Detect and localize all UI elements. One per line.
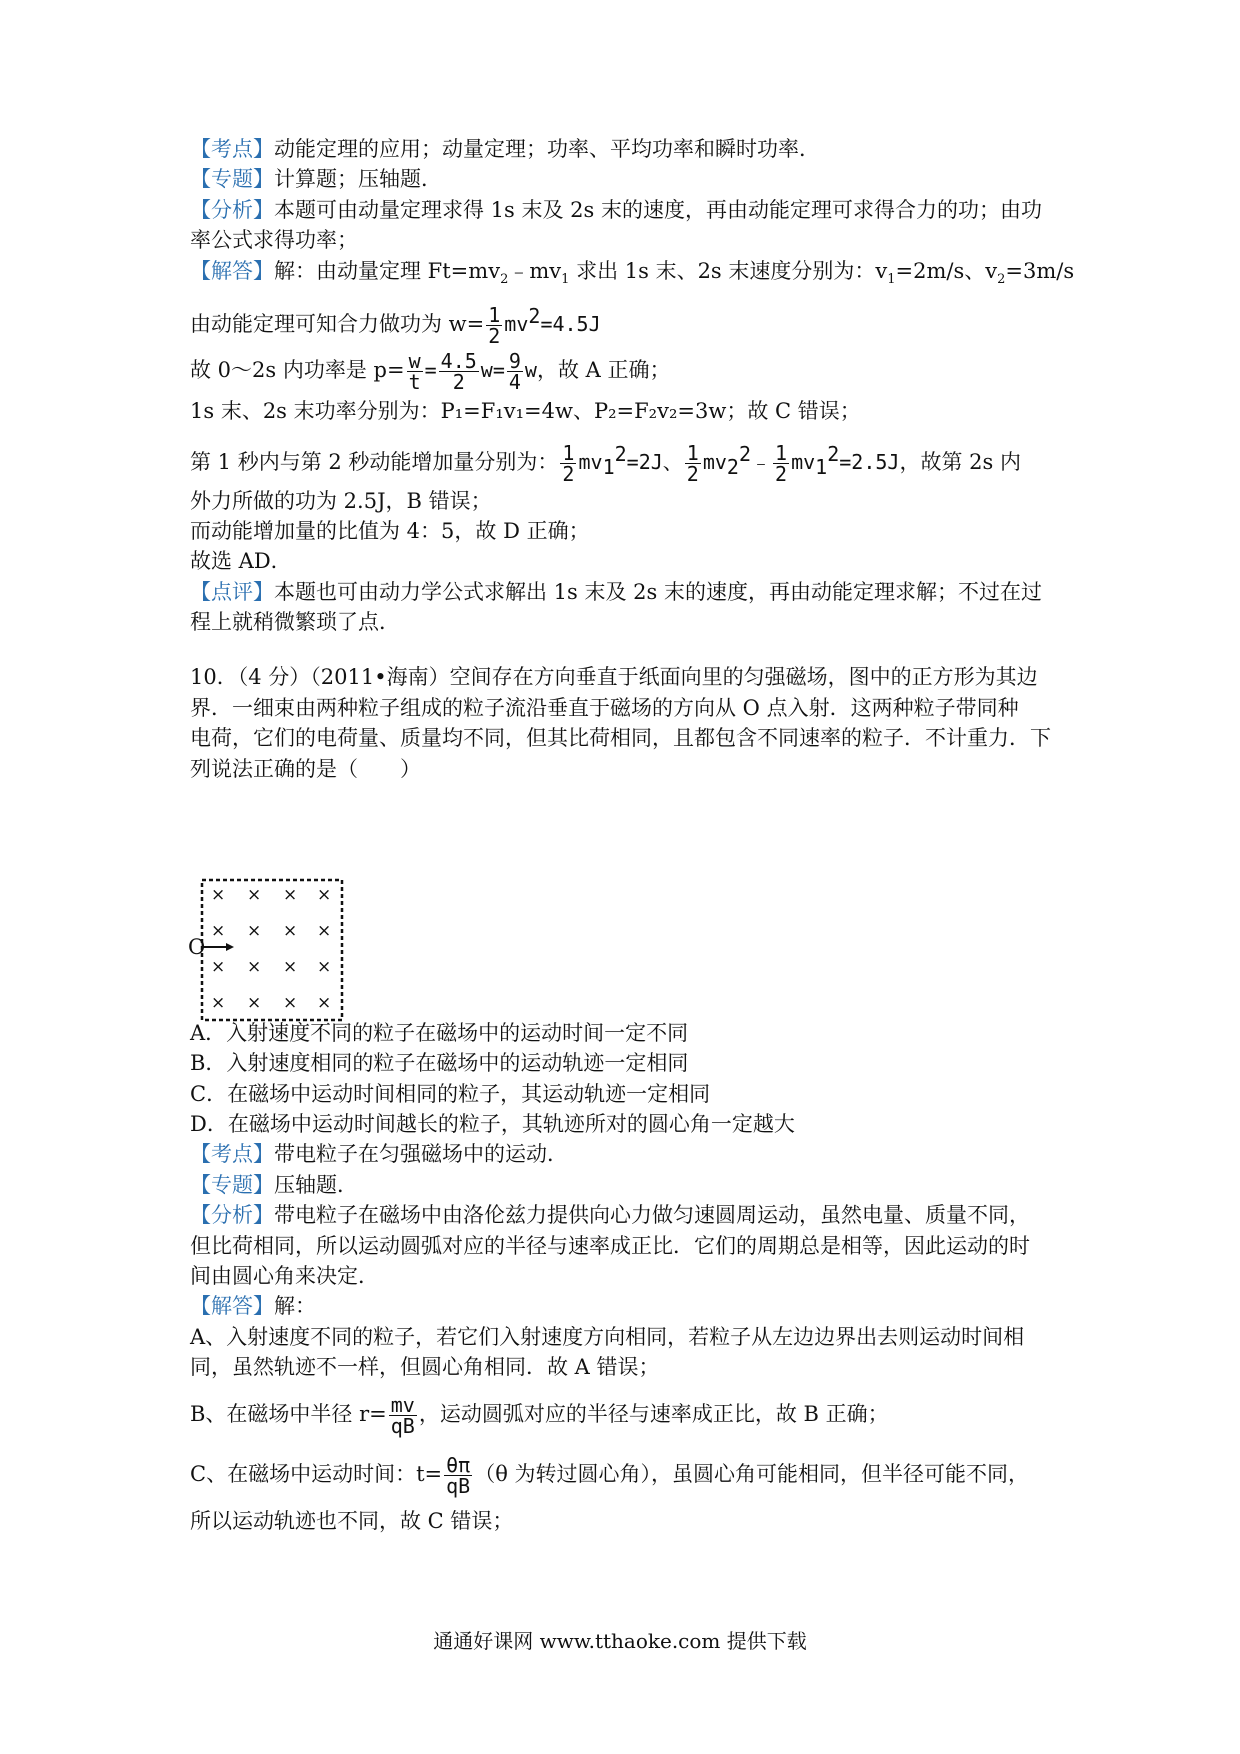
q9-jieda-text: =3m/s (1005, 259, 1075, 283)
field-mark: × (283, 993, 298, 1013)
q9-jieda-text: ﹣mv (508, 259, 562, 283)
formula-text: mv (504, 312, 529, 336)
q10-option-b (190, 1048, 1060, 1078)
formula-text: w (524, 358, 537, 382)
field-mark: × (211, 993, 226, 1013)
dianping-tag: 【点评】 (190, 580, 274, 604)
denominator: 2 (775, 462, 788, 486)
field-mark: × (283, 921, 298, 941)
fraction (560, 443, 576, 484)
subscript: 1 (602, 455, 615, 480)
q10-option-c (190, 1079, 1060, 1109)
option-a-text: A．入射速度不同的粒子在磁场中的运动时间一定不同 (190, 1021, 689, 1045)
formula-text: mv (702, 450, 727, 474)
q10-zhuanti-text: 压轴题． (274, 1173, 358, 1197)
q9-dianping-line-2 (190, 607, 1060, 637)
q9-inst-power-line (190, 396, 1060, 426)
superscript: 2 (738, 442, 752, 466)
subscript: 2 (726, 455, 739, 480)
numerator: 9 (508, 349, 521, 373)
option-d-text: D．在磁场中运动时间越长的粒子，其轨迹所对的圆心角一定越大 (190, 1112, 795, 1136)
fraction (439, 351, 479, 392)
q9-jieda-text: =2m/s、v (895, 259, 998, 283)
formula-text: w= (480, 358, 505, 382)
q10-kaodian-line (190, 1139, 1060, 1169)
q10-answer-c-2 (190, 1506, 1060, 1536)
stem-text: 列说法正确的是（ ） (190, 757, 421, 781)
superscript: 2 (827, 442, 840, 466)
q9-ratio-line (190, 516, 1060, 546)
q9-fenxi-line-1 (190, 195, 1060, 225)
q10-answer-c (190, 1452, 1060, 1496)
q10-fenxi-line-2 (190, 1231, 1060, 1261)
page-footer: 通通好课网 www.tthaoke.com 提供下载 (433, 1629, 807, 1653)
numerator: 1 (686, 441, 699, 465)
q9-work-line (190, 294, 1060, 346)
q10-zhuanti-line (190, 1170, 1060, 1200)
denominator: qB (390, 1414, 415, 1438)
q9-jieda-text: 解：由动量定理 Ft=mv (274, 259, 501, 283)
q9-kaodian-line (190, 134, 1060, 164)
q9-fenxi-text-1: 本题可由动量定理求得 1s 末及 2s 末的速度，再由动能定理可求得合力的功；由功 (274, 198, 1042, 222)
q10-answer-a-1 (190, 1322, 1060, 1352)
q10-fenxi-text: 间由圆心角来决定． (190, 1264, 379, 1288)
q10-kaodian-text: 带电粒子在匀强磁场中的运动． (274, 1142, 568, 1166)
inst-power-text: 1s 末、2s 末功率分别为：P₁=F₁v₁=4w、P₂=F₂v₂=3w；故 C 错误； (190, 399, 861, 423)
q10-stem-2 (190, 693, 1060, 723)
field-mark: × (211, 957, 226, 977)
subscript: 2 (997, 272, 1006, 288)
field-mark: × (247, 885, 262, 905)
formula-text: mv (791, 450, 816, 474)
q9-zhuanti-text: 计算题；压轴题． (274, 167, 442, 191)
q10-stem-4 (190, 754, 1060, 784)
q9-fenxi-line-2 (190, 225, 1060, 255)
stem-text: 电荷，它们的电荷量、质量均不同，但其比荷相同，且都包含不同速率的粒子．不计重力．下 (190, 726, 1051, 750)
denominator: 2 (488, 324, 501, 348)
subscript: 2 (500, 272, 509, 288)
field-mark: × (247, 957, 262, 977)
power-prefix: 故 0～2s 内功率是 p= (190, 358, 405, 382)
q9-zhuanti-line (190, 164, 1060, 194)
q9-kaodian-text: 动能定理的应用；动量定理；功率、平均功率和瞬时功率． (274, 137, 820, 161)
ke-prefix: 第 1 秒内与第 2 秒动能增加量分别为： (190, 450, 559, 474)
field-mark: × (283, 957, 298, 977)
q10-answer-a-2 (190, 1352, 1060, 1382)
ratio-text: 而动能增加量的比值为 4：5，故 D 正确； (190, 519, 590, 543)
answer-a-text: A、入射速度不同的粒子，若它们入射速度方向相同，若粒子从左边边界出去则运动时间相 (190, 1325, 1025, 1349)
q9-jieda-line-1 (190, 256, 1075, 295)
zhuanti-tag: 【专题】 (190, 1173, 274, 1197)
q10-stem-3 (190, 723, 1060, 753)
field-mark: × (317, 885, 332, 905)
jieda-tag: 【解答】 (190, 1294, 274, 1318)
formula-text: =2.5J (839, 450, 900, 474)
fraction (507, 351, 523, 392)
q10-stem-1 (190, 662, 1060, 692)
denominator: qB (446, 1474, 471, 1498)
fenxi-tag: 【分析】 (190, 198, 274, 222)
q10-fenxi-line-3 (190, 1261, 1060, 1291)
dianping-text-2: 程上就稍微繁琐了点． (190, 610, 400, 634)
numerator: w (408, 349, 421, 373)
subscript: 1 (561, 272, 570, 288)
kaodian-tag: 【考点】 (190, 1142, 274, 1166)
q9-fenxi-text-2: 率公式求得功率； (190, 228, 358, 252)
answer-c-text: 所以运动轨迹也不同，故 C 错误； (190, 1509, 514, 1533)
stem-text: 10．（4 分）（2011•海南）空间存在方向垂直于纸面向里的匀强磁场，图中的正方形为其边 (190, 665, 1038, 689)
ext-work-text: 外力所做的功为 2.5J，B 错误； (190, 489, 492, 513)
q10-option-a (190, 1018, 1060, 1048)
field-mark: × (247, 921, 262, 941)
denominator: 2 (686, 462, 699, 486)
superscript: 2 (614, 442, 627, 466)
q10-fenxi-text: 带电粒子在磁场中由洛伦兹力提供向心力做匀速圆周运动，虽然电量、质量不同， (274, 1203, 1030, 1227)
answer-c-prefix: C、在磁场中运动时间：t= (190, 1462, 443, 1486)
choose-text: 故选 AD． (190, 549, 292, 573)
numerator: 1 (488, 303, 501, 327)
q10-answer-b (190, 1392, 1060, 1436)
denominator: t (408, 370, 421, 394)
field-mark: × (283, 885, 298, 905)
subscript: 1 (815, 455, 828, 480)
answer-c-suffix: （θ 为转过圆心角），虽圆心角可能相同，但半径可能不同， (474, 1462, 1030, 1486)
field-mark: × (317, 993, 332, 1013)
fraction (389, 1395, 417, 1436)
answer-b-suffix: ，运动圆弧对应的半径与速率成正比，故 B 正确； (418, 1402, 889, 1426)
fraction (685, 443, 701, 484)
superscript: 2 (528, 304, 541, 328)
work-prefix: 由动能定理可知合力做功为 w= (190, 312, 485, 336)
option-c-text: C．在磁场中运动时间相同的粒子，其运动轨迹一定相同 (190, 1082, 711, 1106)
fraction (773, 443, 789, 484)
formula-text: mv (578, 450, 603, 474)
fraction (486, 305, 502, 346)
numerator: 1 (562, 441, 575, 465)
answer-a-text: 同，虽然轨迹不一样，但圆心角相同．故 A 错误； (190, 1355, 660, 1379)
stem-text: 界．一细束由两种粒子组成的粒子流沿垂直于磁场的方向从 O 点入射．这两种粒子带同种 (190, 696, 1019, 720)
q9-ext-work-line (190, 486, 1060, 516)
formula-text: =2J、 (626, 450, 683, 474)
denominator: 2 (452, 370, 465, 394)
dianping-text-1: 本题也可由动力学公式求解出 1s 末及 2s 末的速度，再由动能定理求解；不过在过 (274, 580, 1042, 604)
q9-choose-line (190, 546, 1060, 576)
fraction (407, 351, 423, 392)
power-suffix: ，故 A 正确； (536, 358, 671, 382)
fenxi-tag: 【分析】 (190, 1203, 274, 1227)
ke-suffix: ，故第 2s 内 (899, 450, 1021, 474)
denominator: 2 (562, 462, 575, 486)
formula-text: = (424, 358, 437, 382)
q9-power-line (190, 348, 1060, 392)
field-mark: × (247, 993, 262, 1013)
zhuanti-tag: 【专题】 (190, 167, 274, 191)
formula-text: ﹣ (751, 450, 772, 474)
subscript: 1 (887, 272, 896, 288)
field-mark: × (317, 921, 332, 941)
field-mark: × (211, 921, 226, 941)
incident-arrowhead (226, 943, 234, 951)
point-o-label: O (188, 935, 206, 959)
field-mark: × (211, 885, 226, 905)
q9-dianping-line-1 (190, 577, 1060, 607)
q9-ke-line (190, 432, 1060, 489)
kaodian-tag: 【考点】 (190, 137, 274, 161)
denominator: 4 (508, 370, 521, 394)
numerator: mv (390, 1393, 415, 1417)
answer-b-prefix: B、在磁场中半径 r= (190, 1402, 387, 1426)
field-mark: × (317, 957, 332, 977)
numerator: θπ (446, 1453, 471, 1477)
numerator: 4.5 (440, 349, 477, 373)
numerator: 1 (775, 441, 788, 465)
magnetic-field-figure (188, 876, 358, 1026)
fraction (444, 1455, 472, 1496)
q10-option-d (190, 1109, 1060, 1139)
option-b-text: B．入射速度相同的粒子在磁场中的运动轨迹一定相同 (190, 1051, 689, 1075)
jieda-tag: 【解答】 (190, 259, 274, 283)
q10-fenxi-text: 但比荷相同，所以运动圆弧对应的半径与速率成正比．它们的周期总是相等，因此运动的时 (190, 1234, 1030, 1258)
q10-jieda-line (190, 1291, 1060, 1321)
formula-text: =4.5J (540, 312, 601, 336)
q9-jieda-text: 求出 1s 末、2s 末速度分别为：v (569, 259, 888, 283)
q10-jieda-text: 解： (274, 1294, 316, 1318)
q10-fenxi-line-1 (190, 1200, 1060, 1230)
